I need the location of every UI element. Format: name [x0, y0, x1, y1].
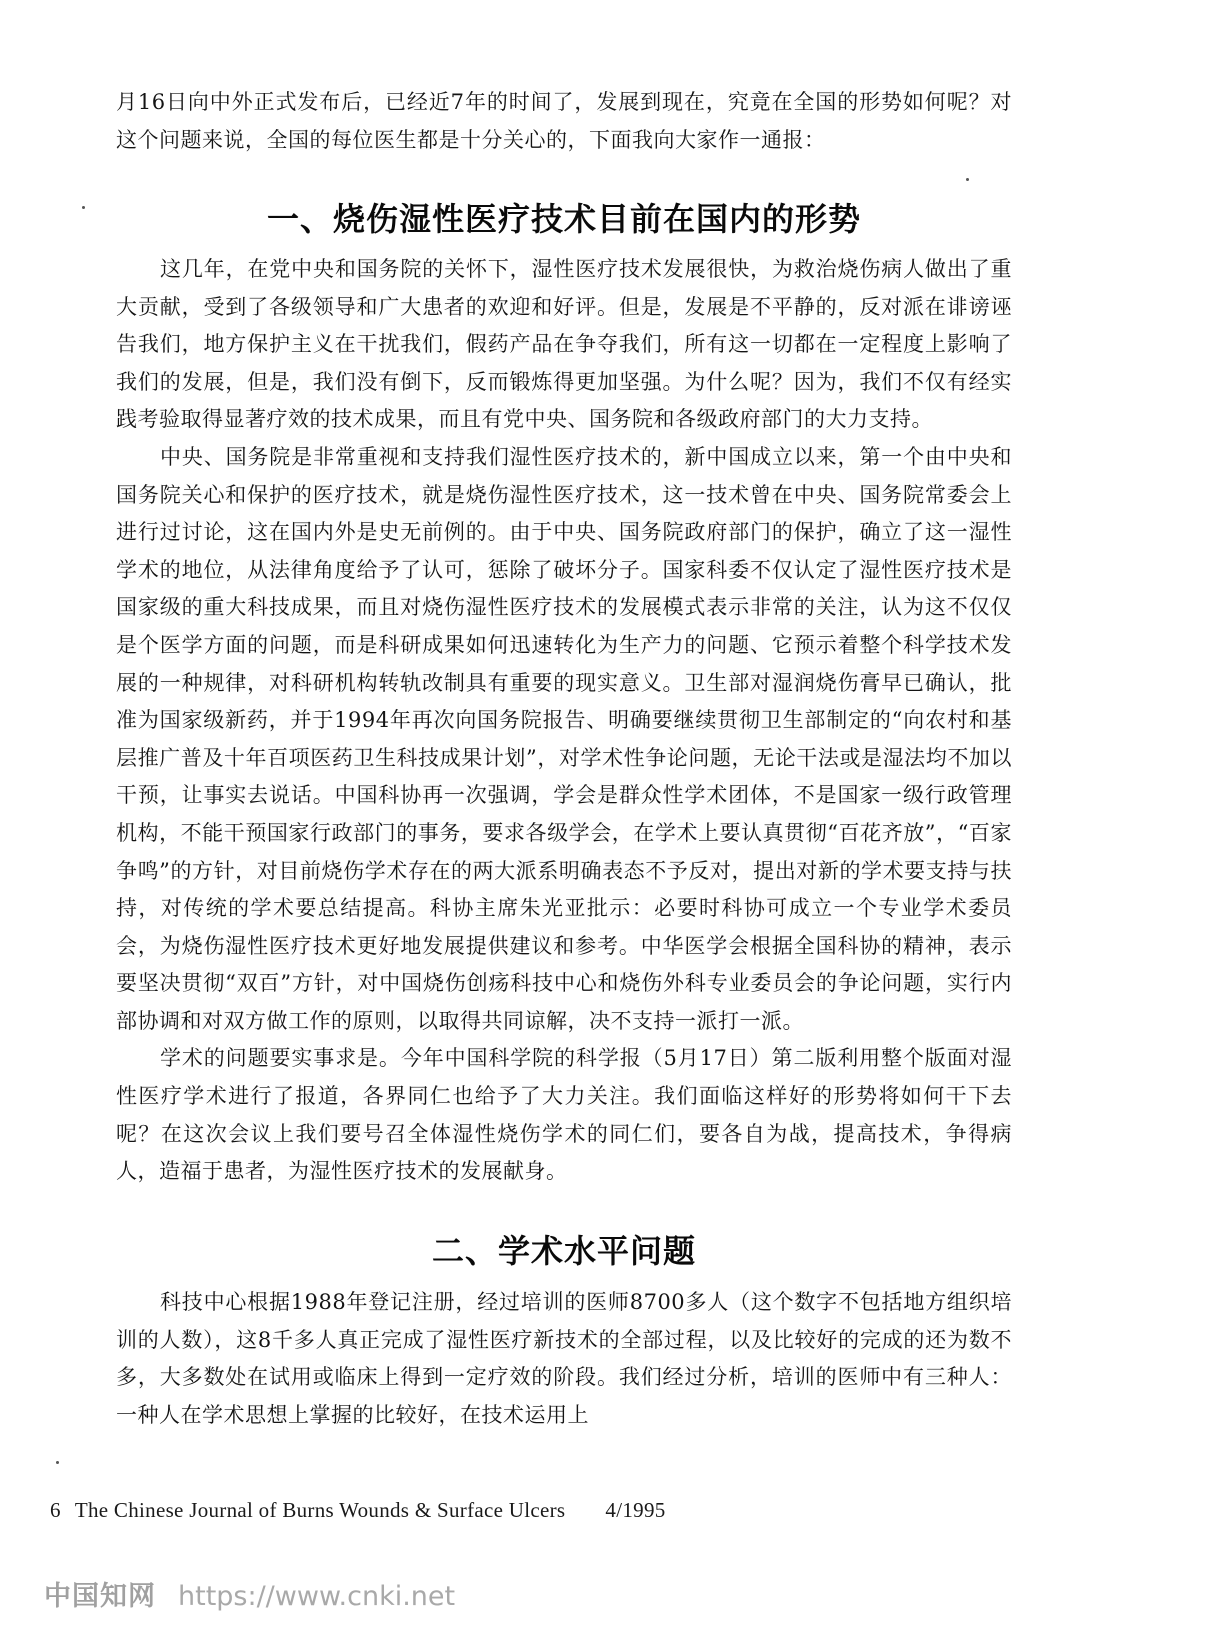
section-1-heading: 一、烧伤湿性医疗技术目前在国内的形势 — [266, 200, 861, 238]
section-2-heading: 二、学术水平问题 — [431, 1232, 696, 1270]
scan-speck — [82, 206, 85, 209]
intro-paragraph: 月16日向中外正式发布后，已经近7年的时间了，发展到现在，究竟在全国的形势如何呢？对这个问题来说，全国的每位医生都是十分关心的，下面我向大家作一通报： — [116, 90, 1012, 152]
cnki-logo: 中国知网 — [44, 1581, 156, 1612]
cnki-watermark — [44, 1574, 455, 1613]
journal-name: The Chinese Journal of Burns Wounds & Surface Ulcers — [74, 1498, 566, 1522]
paragraph: 中央、国务院是非常重视和支持我们湿性医疗技术的，新中国成立以来，第一个由中央和国务院关心和保护的医疗技术，就是烧伤湿性医疗技术，这一技术曾在中央、国务院常委会上进行过讨论，这在国内外是史无前例的。由于中央、国务院政府部门的保护，确立了这一湿性学术的地位，从法律角度给予了认可，惩除了破坏分子。国家科委不仅认定了湿性医疗技术是国家级的重大科技成果，而且对烧伤湿性医疗技术的发展模式表示非常的关注，认为这不仅仅是个医学方面的问题，而是科研成果如何迅速转化为生产力的问题、它预示着整个科学技术发展的一种规律，对科研机构转轨改制具有重要的现实意义。卫生部对湿润烧伤膏早已确认，批准为国家级新药，并于1994年再次向国务院报告、明确要继续贯彻卫生部制定的“向农村和基层推广普及十年百项医药卫生科技成果计划”，对学术性争论问题，无论干法或是湿法均不加以干预，让事实去说话。中国科协再一次强调，学会是群众性学术团体，不是国家一级行政管理机构，不能干预国家行政部门的事务，要求各级学会，在学术上要认真贯彻“百花齐放”，“百家争鸣”的方针，对目前烧伤学术存在的两大派系明确表态不予反对，提出对新的学术要支持与扶持，对传统的学术要总结提高。科协主席朱光亚批示：必要时科协可成立一个专业学术委员会，为烧伤湿性医疗技术更好地发展提供建议和参考。中华医学会根据全国科协的精神，表示要坚决贯彻“双百”方针，对中国烧伤创疡科技中心和烧伤外科专业委员会的争论问题，实行内部协调和对双方做工作的原则，以取得共同谅解，决不支持一派打一派。 — [116, 444, 1012, 1033]
issue-number: 4/1995 — [605, 1498, 666, 1522]
intro-text — [116, 84, 1012, 159]
page-footer — [50, 1498, 680, 1523]
section-1-body — [116, 251, 1012, 1191]
cnki-url: https://www.cnki.net — [178, 1581, 456, 1612]
scan-speck — [966, 178, 969, 181]
page-number: 6 — [50, 1498, 61, 1522]
paragraph: 学术的问题要实事求是。今年中国科学院的科学报（5月17日）第二版利用整个版面对湿性医疗学术进行了报道，各界同仁也给予了大力关注。我们面临这样好的形势将如何干下去呢？在这次会议上我们要号召全体湿性烧伤学术的同仁们，要各自为战，提高技术，争得病人，造福于患者，为湿性医疗技术的发展献身。 — [116, 1046, 1012, 1184]
section-2-body — [116, 1284, 1012, 1434]
paragraph: 这几年，在党中央和国务院的关怀下，湿性医疗技术发展很快，为救治烧伤病人做出了重大贡献，受到了各级领导和广大患者的欢迎和好评。但是，发展是不平静的，反对派在诽谤诬告我们，地方保护主义在干扰我们，假药产品在争夺我们，所有这一切都在一定程度上影响了我们的发展，但是，我们没有倒下，反而锻炼得更加坚强。为什么呢？因为，我们不仅有经实践考验取得显著疗效的技术成果，而且有党中央、国务院和各级政府部门的大力支持。 — [116, 257, 1012, 432]
paragraph: 科技中心根据1988年登记注册，经过培训的医师8700多人（这个数字不包括地方组织培训的人数），这8千多人真正完成了湿性医疗新技术的全部过程，以及比较好的完成的还为数不多，大多数处在试用或临床上得到一定疗效的阶段。我们经过分析，培训的医师中有三种人：一种人在学术思想上掌握的比较好，在技术运用上 — [116, 1290, 1012, 1427]
scan-speck — [56, 1461, 59, 1464]
